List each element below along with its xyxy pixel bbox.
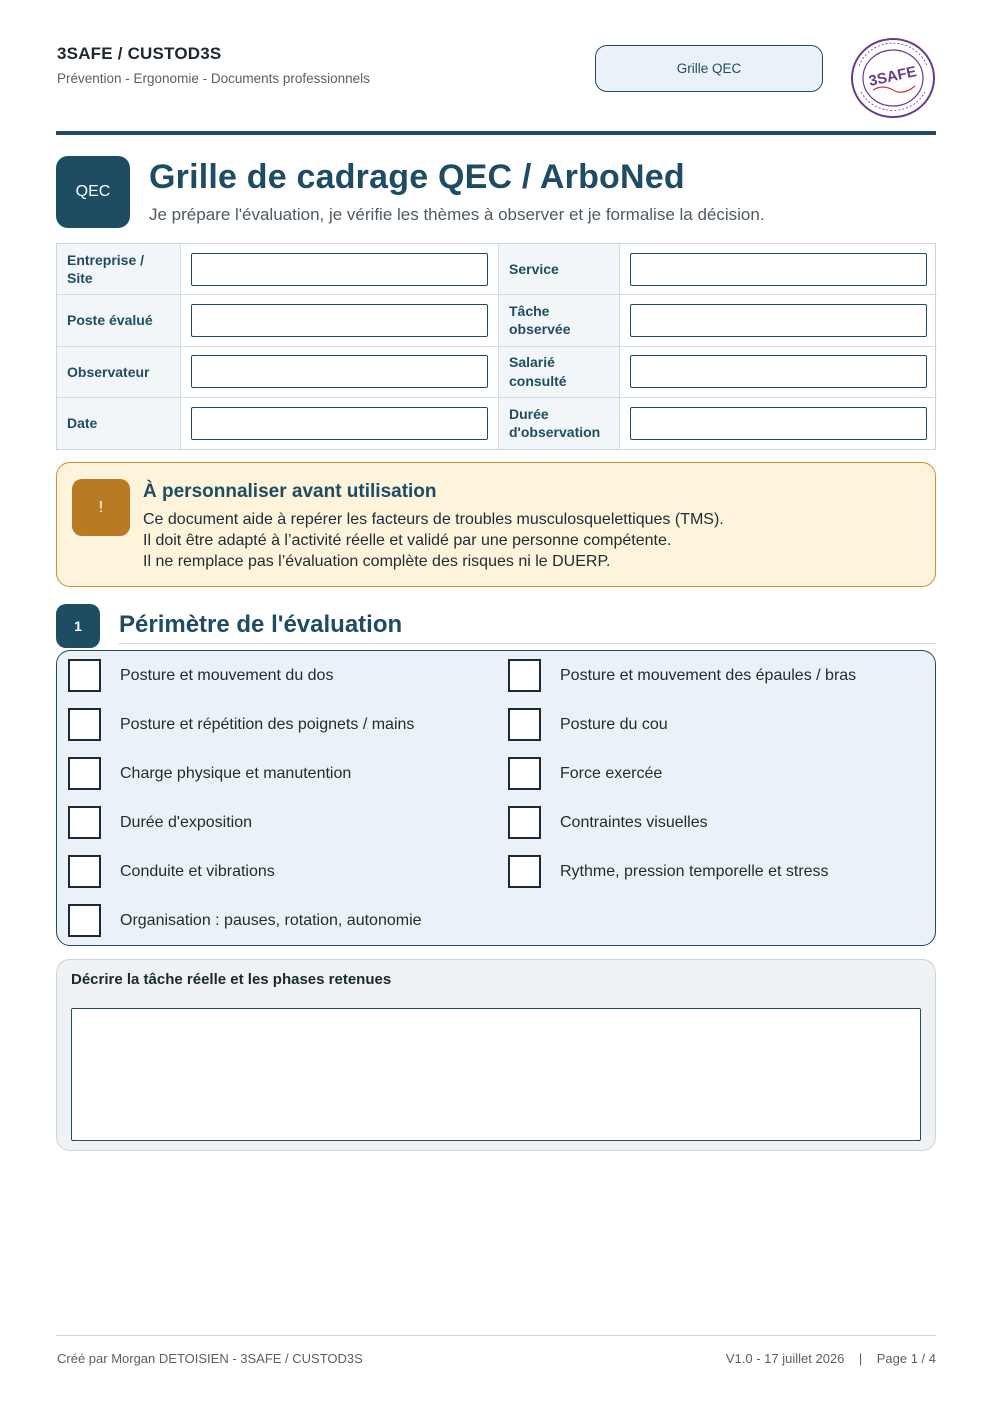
- field-label-salarie: Salarié consulté: [499, 347, 620, 398]
- field-cell-observateur: [181, 347, 499, 398]
- page-title: Grille de cadrage QEC / ArboNed: [149, 158, 685, 196]
- section-divider: [119, 643, 936, 644]
- section-title: Périmètre de l'évaluation: [119, 611, 403, 638]
- checklist-item[interactable]: [508, 659, 856, 692]
- checklist-item[interactable]: [68, 757, 351, 790]
- field-label-poste: Poste évalué: [57, 295, 181, 346]
- checklist-item[interactable]: [68, 806, 252, 839]
- task-description-panel: [56, 959, 936, 1151]
- field-cell-duree: [620, 398, 937, 449]
- field-cell-tache: [620, 295, 937, 346]
- qec-badge-label: QEC: [75, 183, 111, 200]
- checkbox[interactable]: [508, 806, 541, 839]
- checklist-label: Contraintes visuelles: [560, 813, 708, 831]
- section-number-badge: [56, 604, 100, 648]
- field-label-date: Date: [57, 398, 181, 449]
- checklist-label: Charge physique et manutention: [120, 764, 352, 782]
- poste-evalue-input[interactable]: [191, 304, 488, 337]
- brand-name: 3SAFE / CUSTOD3S: [57, 44, 222, 63]
- checklist-label: Posture et répétition des poignets / mains: [120, 715, 415, 733]
- checklist-item[interactable]: [508, 708, 668, 741]
- field-cell-date: [181, 398, 499, 449]
- checklist-item[interactable]: [68, 708, 414, 741]
- observateur-input[interactable]: [191, 355, 488, 388]
- salarie-consulte-input[interactable]: [630, 355, 927, 388]
- warning-line: Il ne remplace pas l’évaluation complète des risques ni le DUERP.: [143, 553, 611, 570]
- brand-subtitle: Prévention - Ergonomie - Documents professionnels: [57, 71, 370, 86]
- field-cell-entreprise: [181, 244, 499, 295]
- checklist-label: Force exercée: [560, 764, 663, 782]
- field-label-entreprise: Entreprise / Site: [57, 244, 181, 295]
- checklist-item[interactable]: [68, 855, 275, 888]
- tache-observee-input[interactable]: [630, 304, 927, 337]
- service-input[interactable]: [630, 253, 927, 286]
- exclamation-glyph: !: [98, 498, 104, 516]
- field-label-service: Service: [499, 244, 620, 295]
- warning-callout: [56, 462, 936, 587]
- footer-version: V1.0 - 17 juillet 2026: [725, 1351, 845, 1366]
- checklist-label: Posture et mouvement des épaules / bras: [560, 666, 857, 684]
- checkbox[interactable]: [68, 904, 101, 937]
- task-description-label: Décrire la tâche réelle et les phases retenues: [71, 971, 392, 988]
- checkbox[interactable]: [68, 757, 101, 790]
- entreprise-site-input[interactable]: [191, 253, 488, 286]
- checklist-label: Durée d'exposition: [120, 813, 253, 831]
- header-divider: [56, 131, 936, 135]
- qec-badge: [56, 156, 130, 228]
- field-label-duree: Durée d'observation: [499, 398, 620, 449]
- section-number: 1: [74, 618, 82, 634]
- field-cell-service: [620, 244, 937, 295]
- checklist-item[interactable]: [508, 757, 662, 790]
- checklist-item[interactable]: [508, 806, 708, 839]
- warning-title: À personnaliser avant utilisation: [143, 481, 437, 502]
- field-cell-poste: [181, 295, 499, 346]
- checkbox[interactable]: [508, 855, 541, 888]
- stamp-text: 3SAFE: [867, 63, 919, 90]
- duree-observation-input[interactable]: [630, 407, 927, 440]
- company-stamp-logo: [849, 36, 937, 120]
- checkbox[interactable]: [68, 806, 101, 839]
- page-subtitle: Je prépare l'évaluation, je vérifie les thèmes à observer et je formalise la décision.: [149, 205, 765, 224]
- checklist-label: Organisation : pauses, rotation, autonomie: [120, 911, 422, 929]
- checklist-label: Conduite et vibrations: [120, 862, 275, 880]
- identification-table: [56, 243, 936, 450]
- warning-line: Ce document aide à repérer les facteurs de troubles musculosquelettiques (TMS).: [143, 511, 724, 528]
- footer-divider: [56, 1335, 936, 1336]
- checkbox[interactable]: [508, 757, 541, 790]
- footer-separator: |: [858, 1351, 863, 1366]
- field-cell-salarie: [620, 347, 937, 398]
- date-input[interactable]: [191, 407, 488, 440]
- scope-checklist: [56, 650, 936, 946]
- checklist-label: Posture et mouvement du dos: [120, 666, 334, 684]
- checkbox[interactable]: [68, 659, 101, 692]
- checklist-label: Rythme, pression temporelle et stress: [560, 862, 829, 880]
- task-description-textarea[interactable]: [71, 1008, 921, 1141]
- checklist-item[interactable]: [508, 855, 829, 888]
- checkbox[interactable]: [68, 708, 101, 741]
- footer-page-number: Page 1 / 4: [876, 1351, 936, 1366]
- checklist-label: Posture du cou: [560, 715, 668, 733]
- footer-meta: [726, 1351, 936, 1366]
- exclamation-icon: [72, 479, 130, 536]
- warning-line: Il doit être adapté à l’activité réelle et validé par une personne compétente.: [143, 532, 672, 549]
- document-tag: [595, 45, 823, 92]
- field-label-observateur: Observateur: [57, 347, 181, 398]
- checklist-item[interactable]: [68, 904, 422, 937]
- checklist-item[interactable]: [68, 659, 333, 692]
- checkbox[interactable]: [508, 659, 541, 692]
- footer-credit: Créé par Morgan DETOISIEN - 3SAFE / CUSTOD3S: [57, 1351, 363, 1366]
- field-label-tache: Tâche observée: [499, 295, 620, 346]
- checkbox[interactable]: [68, 855, 101, 888]
- document-tag-label: Grille QEC: [676, 61, 742, 76]
- checkbox[interactable]: [508, 708, 541, 741]
